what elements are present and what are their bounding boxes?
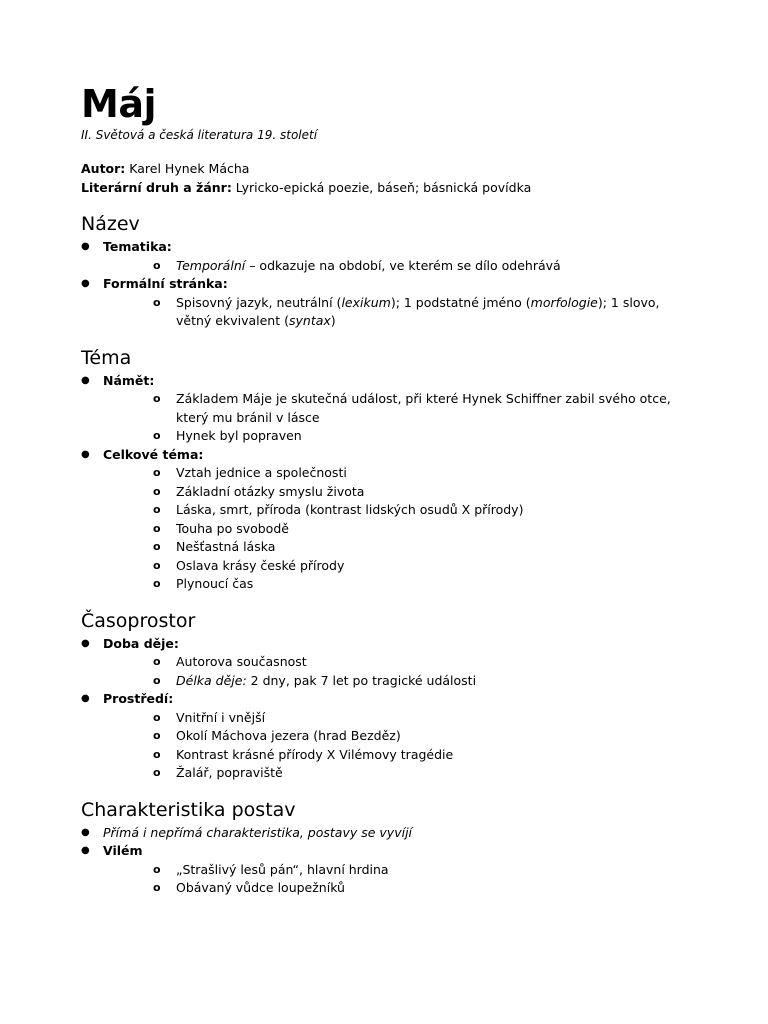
list-item [81, 446, 688, 594]
sub-bullet-icon: o [153, 521, 161, 535]
formalni-label: Formální stránka: [103, 276, 228, 291]
list-nazev [81, 238, 688, 331]
tematika-label: Tematika: [103, 239, 172, 254]
list-item [103, 764, 688, 783]
list-item [103, 464, 688, 483]
list-item [81, 238, 688, 275]
celkove-item: Základní otázky smyslu života [176, 483, 365, 499]
tematika-desc: – odkazuje na období, ve kterém se dílo odehrává [245, 257, 561, 273]
bullet-icon: ● [81, 241, 90, 252]
sublist [103, 653, 688, 690]
sub-bullet-icon: o [153, 862, 161, 876]
list-item [103, 879, 688, 898]
bullet-icon: ● [81, 278, 90, 289]
bullet-icon: ● [81, 845, 90, 856]
sub-bullet-icon: o [153, 484, 161, 498]
list-item [103, 861, 688, 880]
doba-label: Doba děje: [103, 635, 179, 651]
section-casoprostor [81, 609, 688, 783]
formalni-text: ) [330, 313, 336, 328]
section-nazev [81, 212, 688, 331]
sub-bullet-icon: o [153, 766, 161, 779]
list-item [103, 520, 688, 539]
sublist [103, 257, 688, 276]
namet-label: Námět: [103, 372, 155, 388]
sub-bullet-icon: o [153, 710, 161, 724]
section-postavy [81, 798, 688, 898]
celkove-item: Plynoucí čas [176, 576, 254, 591]
sub-bullet-icon: o [153, 673, 161, 687]
list-tema [81, 372, 688, 594]
list-postavy [81, 824, 688, 898]
sub-bullet-icon: o [153, 503, 161, 516]
celkove-item: Nešťastná láska [176, 539, 276, 554]
prostredi-item: Okolí Máchova jezera (hrad Bezděz) [176, 728, 401, 743]
sublist [103, 464, 688, 594]
list-item [81, 842, 688, 898]
sub-bullet-icon: o [153, 729, 161, 742]
celkove-label: Celkové téma: [103, 446, 204, 462]
delka-desc: 2 dny, pak 7 let po tragické události [246, 672, 477, 688]
sub-bullet-icon: o [153, 295, 161, 309]
formalni-term: morfologie [530, 294, 598, 310]
sub-bullet-icon: o [153, 392, 161, 405]
vilem-item: „Strašlivý lesů pán“, hlavní hrdina [176, 861, 389, 877]
formalni-term: syntax [288, 313, 331, 328]
page-title: Máj [81, 82, 156, 126]
bullet-icon: ● [81, 693, 90, 704]
doba-item: Autorova současnost [176, 654, 307, 669]
autor-value: Karel Hynek Mácha [125, 161, 250, 176]
list-item [103, 709, 688, 728]
sublist [103, 294, 688, 331]
list-item [81, 690, 688, 783]
meta-block [81, 160, 688, 197]
list-item [103, 427, 688, 446]
list-item [81, 635, 688, 691]
list-item [81, 275, 688, 331]
sub-bullet-icon: o [153, 466, 161, 479]
heading-casoprostor: Časoprostor [81, 609, 196, 632]
tematika-term: Temporální [176, 257, 246, 273]
list-item [103, 257, 688, 276]
formalni-text: ); 1 slovo, větný ekvivalent ( [176, 294, 660, 328]
subtitle: II. Světová a česká literatura 19. století [81, 128, 318, 142]
heading-nazev: Název [81, 213, 140, 235]
formalni-text: Spisovný jazyk, neutrální ( [176, 294, 342, 310]
autor-line [81, 160, 688, 179]
list-item [103, 390, 688, 427]
sub-bullet-icon: o [153, 881, 161, 894]
list-casoprostor [81, 635, 688, 783]
sub-bullet-icon: o [153, 429, 161, 442]
list-item [81, 372, 688, 446]
list-item [103, 538, 688, 557]
list-item [103, 575, 688, 594]
vilem-item: Obávaný vůdce loupežníků [176, 880, 345, 895]
list-item [103, 557, 688, 576]
autor-label: Autor: [81, 161, 126, 176]
bullet-icon: ● [81, 826, 90, 838]
celkove-item: Oslava krásy české přírody [176, 557, 345, 573]
bullet-icon: ● [81, 448, 90, 460]
formalni-text: ); 1 podstatné jméno ( [390, 294, 531, 310]
sublist [103, 861, 688, 898]
vilem-label: Vilém [103, 843, 143, 858]
sublist [103, 709, 688, 783]
prostredi-item: Kontrast krásné přírody X Vilémovy tragédie [176, 746, 454, 762]
sub-bullet-icon: o [153, 558, 161, 572]
list-item [103, 653, 688, 672]
celkove-item: Touha po svobodě [176, 520, 289, 536]
section-tema [81, 346, 688, 594]
prostredi-item: Žalář, popraviště [176, 765, 283, 780]
sub-bullet-icon: o [153, 747, 161, 761]
formalni-term: lexikum [341, 294, 391, 310]
celkove-item: Láska, smrt, příroda (kontrast lidských osudů X přírody) [176, 502, 524, 517]
heading-tema: Téma [81, 346, 132, 369]
druh-line [81, 179, 688, 198]
list-item [103, 746, 688, 765]
prostredi-label: Prostředí: [103, 691, 174, 706]
druh-label: Literární druh a žánr: [81, 179, 232, 195]
list-item [103, 672, 688, 691]
namet-item: Základem Máje je skutečná událost, při které Hynek Schiffner zabil svého otce, který mu bránil v lásce [176, 391, 671, 425]
list-item [103, 294, 688, 331]
bullet-icon: ● [81, 637, 90, 649]
list-item [103, 727, 688, 746]
sub-bullet-icon: o [153, 577, 161, 590]
delka-term: Délka děje: [176, 672, 247, 688]
list-item [103, 501, 688, 520]
bullet-icon: ● [81, 374, 90, 386]
postavy-intro: Přímá i nepřímá charakteristika, postavy se vyvíjí [103, 824, 413, 840]
druh-value: Lyricko-epická poezie, báseň; básnická povídka [231, 179, 532, 195]
sub-bullet-icon: o [153, 655, 161, 668]
namet-item: Hynek byl popraven [176, 428, 302, 443]
heading-postavy: Charakteristika postav [81, 798, 296, 821]
list-item [103, 483, 688, 502]
list-item [81, 824, 688, 843]
prostredi-item: Vnitřní i vnější [176, 709, 266, 725]
sub-bullet-icon: o [153, 258, 161, 272]
sub-bullet-icon: o [153, 540, 161, 553]
celkove-item: Vztah jednice a společnosti [176, 465, 347, 480]
sublist [103, 390, 688, 446]
